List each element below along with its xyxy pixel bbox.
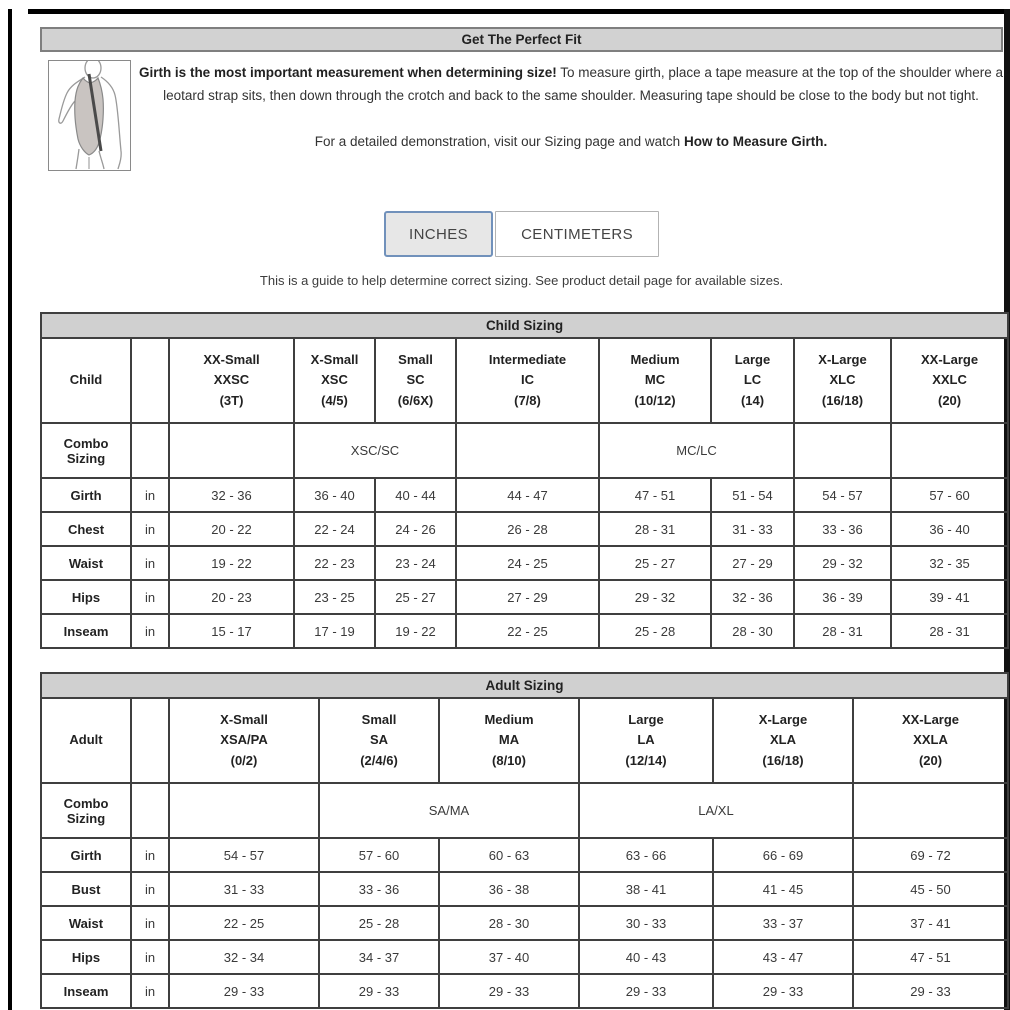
- value-cell: 51 - 54: [711, 478, 794, 512]
- empty-cell: [169, 423, 294, 478]
- size-column-header: Large LC (14): [711, 338, 794, 423]
- measure-label: Bust: [41, 872, 131, 906]
- value-cell: 32 - 36: [169, 478, 294, 512]
- combo-sizing-row: [41, 423, 1008, 478]
- measure-label: Inseam: [41, 614, 131, 648]
- unit-cell: in: [131, 872, 169, 906]
- value-cell: 45 - 50: [853, 872, 1008, 906]
- child-sizing-table: [40, 312, 1009, 649]
- combo-label-cell: Combo Sizing: [41, 783, 131, 838]
- demo-line: [138, 131, 1004, 154]
- value-cell: 25 - 27: [599, 546, 711, 580]
- value-cell: 43 - 47: [713, 940, 853, 974]
- measure-label: Hips: [41, 940, 131, 974]
- unit-cell: in: [131, 906, 169, 940]
- value-cell: 36 - 40: [891, 512, 1008, 546]
- unit-cell: in: [131, 546, 169, 580]
- group-label-cell: Child: [41, 338, 131, 423]
- size-column-header: X-Small XSC (4/5): [294, 338, 375, 423]
- value-cell: 29 - 33: [439, 974, 579, 1008]
- group-label-cell: Adult: [41, 698, 131, 783]
- value-cell: 28 - 31: [599, 512, 711, 546]
- value-cell: 28 - 31: [794, 614, 891, 648]
- value-cell: 69 - 72: [853, 838, 1008, 872]
- table-row: [41, 512, 1008, 546]
- value-cell: 28 - 30: [711, 614, 794, 648]
- value-cell: 47 - 51: [599, 478, 711, 512]
- value-cell: 23 - 25: [294, 580, 375, 614]
- size-column-header: Large LA (12/14): [579, 698, 713, 783]
- value-cell: 19 - 22: [375, 614, 456, 648]
- unit-cell: in: [131, 614, 169, 648]
- value-cell: 40 - 43: [579, 940, 713, 974]
- value-cell: 22 - 23: [294, 546, 375, 580]
- measure-label: Hips: [41, 580, 131, 614]
- table-header-row: [41, 698, 1008, 783]
- girth-instructions: [138, 62, 1004, 107]
- measure-label: Waist: [41, 906, 131, 940]
- value-cell: 29 - 33: [713, 974, 853, 1008]
- value-cell: 22 - 24: [294, 512, 375, 546]
- value-cell: 27 - 29: [711, 546, 794, 580]
- unit-toggle: [40, 211, 1003, 257]
- empty-cell: [853, 783, 1008, 838]
- table-row: [41, 838, 1008, 872]
- unit-cell: in: [131, 580, 169, 614]
- value-cell: 37 - 41: [853, 906, 1008, 940]
- value-cell: 15 - 17: [169, 614, 294, 648]
- demo-prefix: For a detailed demonstration, visit our Sizing page and watch: [314, 134, 681, 150]
- page-title-text: Get The Perfect Fit: [461, 32, 582, 47]
- empty-cell: [131, 423, 169, 478]
- value-cell: 40 - 44: [375, 478, 456, 512]
- table-title-row: [41, 673, 1008, 698]
- unit-cell: in: [131, 838, 169, 872]
- value-cell: 31 - 33: [169, 872, 319, 906]
- value-cell: 47 - 51: [853, 940, 1008, 974]
- measure-label: Chest: [41, 512, 131, 546]
- value-cell: 44 - 47: [456, 478, 599, 512]
- value-cell: 28 - 30: [439, 906, 579, 940]
- value-cell: 34 - 37: [319, 940, 439, 974]
- value-cell: 31 - 33: [711, 512, 794, 546]
- combo-label-cell: Combo Sizing: [41, 423, 131, 478]
- value-cell: 32 - 34: [169, 940, 319, 974]
- combo-cell: XSC/SC: [294, 423, 456, 478]
- value-cell: 39 - 41: [891, 580, 1008, 614]
- table-title-row: [41, 313, 1008, 338]
- empty-cell: [131, 698, 169, 783]
- sizing-guide-note: This is a guide to help determine correct sizing. See product detail page for available sizes.: [259, 273, 784, 288]
- value-cell: 29 - 33: [853, 974, 1008, 1008]
- page-title: [40, 27, 1003, 52]
- value-cell: 20 - 22: [169, 512, 294, 546]
- value-cell: 63 - 66: [579, 838, 713, 872]
- value-cell: 26 - 28: [456, 512, 599, 546]
- combo-cell: SA/MA: [319, 783, 579, 838]
- table-row: [41, 872, 1008, 906]
- size-column-header: Small SC (6/6X): [375, 338, 456, 423]
- value-cell: 25 - 28: [599, 614, 711, 648]
- value-cell: 17 - 19: [294, 614, 375, 648]
- size-column-header: Medium MC (10/12): [599, 338, 711, 423]
- empty-cell: [131, 338, 169, 423]
- value-cell: 36 - 39: [794, 580, 891, 614]
- adult-table-title: Adult Sizing: [41, 673, 1008, 698]
- combo-cell: LA/XL: [579, 783, 853, 838]
- value-cell: 38 - 41: [579, 872, 713, 906]
- empty-cell: [794, 423, 891, 478]
- size-column-header: XX-Large XXLC (20): [891, 338, 1008, 423]
- window-frame-left: [8, 9, 12, 1010]
- value-cell: 22 - 25: [456, 614, 599, 648]
- size-column-header: XX-Small XXSC (3T): [169, 338, 294, 423]
- value-cell: 32 - 36: [711, 580, 794, 614]
- value-cell: 29 - 33: [579, 974, 713, 1008]
- value-cell: 66 - 69: [713, 838, 853, 872]
- unit-cell: in: [131, 974, 169, 1008]
- value-cell: 25 - 28: [319, 906, 439, 940]
- value-cell: 22 - 25: [169, 906, 319, 940]
- girth-instructions-body: To measure girth, place a tape measure at the top of the shoulder where a leotard strap sits, then down through the crotch and back to the same shoulder. Measuring tape should be close to the body but not tight.: [163, 65, 1004, 103]
- value-cell: 37 - 40: [439, 940, 579, 974]
- value-cell: 28 - 31: [891, 614, 1008, 648]
- table-row: [41, 546, 1008, 580]
- table-row: [41, 614, 1008, 648]
- adult-sizing-table: [40, 672, 1009, 1009]
- combo-sizing-row: [41, 783, 1008, 838]
- size-column-header: Intermediate IC (7/8): [456, 338, 599, 423]
- value-cell: 36 - 38: [439, 872, 579, 906]
- unit-cell: in: [131, 478, 169, 512]
- value-cell: 33 - 36: [319, 872, 439, 906]
- value-cell: 60 - 63: [439, 838, 579, 872]
- leotard-illustration-icon: [49, 61, 130, 170]
- value-cell: 54 - 57: [794, 478, 891, 512]
- window-frame-top: [28, 9, 1010, 14]
- value-cell: 29 - 33: [169, 974, 319, 1008]
- demo-bold: How to Measure Girth.: [683, 134, 828, 150]
- size-column-header: X-Small XSA/PA (0/2): [169, 698, 319, 783]
- measure-label: Waist: [41, 546, 131, 580]
- table-row: [41, 974, 1008, 1008]
- intro-text: [138, 62, 1004, 154]
- value-cell: 25 - 27: [375, 580, 456, 614]
- unit-cell: in: [131, 512, 169, 546]
- value-cell: 30 - 33: [579, 906, 713, 940]
- empty-cell: [456, 423, 599, 478]
- value-cell: 29 - 33: [319, 974, 439, 1008]
- value-cell: 36 - 40: [294, 478, 375, 512]
- empty-cell: [131, 783, 169, 838]
- value-cell: 23 - 24: [375, 546, 456, 580]
- measure-label: Inseam: [41, 974, 131, 1008]
- girth-measurement-figure: [48, 60, 131, 171]
- girth-instructions-lead: Girth is the most important measurement when determining size!: [138, 65, 557, 80]
- value-cell: 41 - 45: [713, 872, 853, 906]
- child-table-title: Child Sizing: [41, 313, 1008, 338]
- value-cell: 32 - 35: [891, 546, 1008, 580]
- value-cell: 33 - 37: [713, 906, 853, 940]
- unit-cell: in: [131, 940, 169, 974]
- combo-cell: MC/LC: [599, 423, 794, 478]
- value-cell: 20 - 23: [169, 580, 294, 614]
- value-cell: 24 - 26: [375, 512, 456, 546]
- centimeters-button[interactable]: CENTIMETERS: [495, 211, 659, 257]
- size-column-header: Medium MA (8/10): [439, 698, 579, 783]
- measure-label: Girth: [41, 838, 131, 872]
- table-row: [41, 478, 1008, 512]
- table-header-row: [41, 338, 1008, 423]
- size-column-header: XX-Large XXLA (20): [853, 698, 1008, 783]
- table-row: [41, 580, 1008, 614]
- value-cell: 54 - 57: [169, 838, 319, 872]
- value-cell: 24 - 25: [456, 546, 599, 580]
- value-cell: 29 - 32: [599, 580, 711, 614]
- size-column-header: X-Large XLA (16/18): [713, 698, 853, 783]
- size-column-header: X-Large XLC (16/18): [794, 338, 891, 423]
- value-cell: 27 - 29: [456, 580, 599, 614]
- empty-cell: [891, 423, 1008, 478]
- value-cell: 57 - 60: [891, 478, 1008, 512]
- value-cell: 19 - 22: [169, 546, 294, 580]
- inches-button[interactable]: INCHES: [384, 211, 493, 257]
- size-column-header: Small SA (2/4/6): [319, 698, 439, 783]
- table-row: [41, 940, 1008, 974]
- measure-label: Girth: [41, 478, 131, 512]
- value-cell: 57 - 60: [319, 838, 439, 872]
- value-cell: 33 - 36: [794, 512, 891, 546]
- value-cell: 29 - 32: [794, 546, 891, 580]
- empty-cell: [169, 783, 319, 838]
- table-row: [41, 906, 1008, 940]
